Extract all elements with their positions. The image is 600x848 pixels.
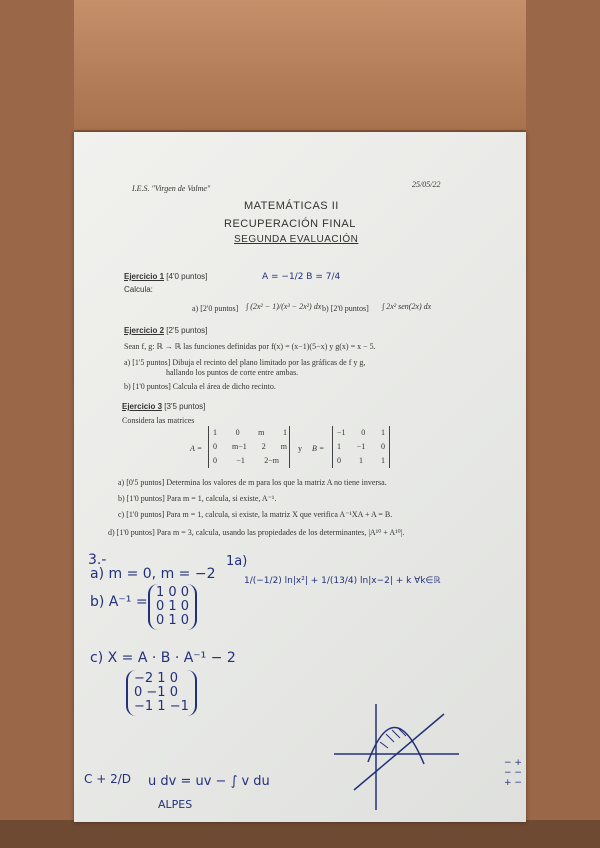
background-right (526, 0, 600, 848)
exam-paper (74, 132, 526, 822)
ex1-a-expr: ∫ (2x² − 1)/(x³ − 2x²) dx (246, 302, 322, 311)
ex2-a: a) [1'5 puntos] Dibuja el recinto del plano limitado por las gráficas de f y g, (124, 358, 366, 367)
ex3-d: d) [1'0 puntos] Para m = 3, calcula, usando las propiedades de los determinantes, |A¹⁰ + A¹⁰|. (108, 528, 405, 537)
ex1-a-label: a) [2'0 puntos] (192, 304, 239, 313)
ex1-b-label: b) [2'0 puntos] (322, 304, 369, 313)
hand-1a-expr: 1/(−1/2) ln|x²| + 1/(13/4) ln|x−2| + k ∀k∈ℝ (244, 576, 441, 586)
hand-3b-lhs: b) A⁻¹ = (90, 594, 148, 610)
matrix-a-label: A = (190, 444, 203, 453)
hand-graph-sketch (324, 702, 464, 812)
hand-3a: a) m = 0, m = −2 (90, 566, 216, 582)
title-exam: RECUPERACIÓN FINAL (224, 218, 356, 230)
ex1-handnote: A = −1/2 B = 7/4 (262, 272, 341, 282)
graph-hatching (380, 728, 406, 748)
hand-bottom-2: u dv = uv − ∫ v du (148, 774, 270, 789)
school-name: I.E.S. "Virgen de Valme" (132, 184, 211, 193)
ex2-intro: Sean f, g: ℝ → ℝ las funciones definidas por f(x) = (x−1)(5−x) y g(x) = x − 5. (124, 342, 376, 351)
hand-signs: − + − − + − (504, 758, 522, 788)
ex1-calcula: Calcula: (124, 285, 153, 294)
background-top (0, 0, 600, 130)
matrix-connector: y (298, 444, 302, 453)
ex3-a: a) [0'5 puntos] Determina los valores de m para los que la matriz A no tiene inversa. (118, 478, 387, 487)
ex3-b: b) [1'0 puntos] Para m = 1, calcula, si existe, A⁻¹. (118, 494, 277, 503)
ex2-b: b) [1'0 puntos] Calcula el área de dicho recinto. (124, 382, 276, 391)
ex1-heading: Ejercicio 1 [4'0 puntos] (124, 272, 208, 281)
hand-3c: c) X = A · B · A⁻¹ − 2 (90, 650, 236, 666)
ex3-heading: Ejercicio 3 [3'5 puntos] (122, 402, 206, 411)
ex3-c: c) [1'0 puntos] Para m = 1, calcula, si existe, la matriz X que verifica A⁻¹XA + A = B. (118, 510, 393, 519)
matrix-b-label: B = (312, 444, 325, 453)
hand-bottom-1: C + 2/D (84, 772, 131, 786)
matrix-b: −1 0 1 1 −1 0 0 1 1 (332, 426, 390, 468)
background-left (0, 0, 74, 848)
title-evaluation: SEGUNDA EVALUACIÓN (234, 234, 359, 245)
title-subject: MATEMÁTICAS II (244, 200, 339, 212)
ex2-heading: Ejercicio 2 [2'5 puntos] (124, 326, 208, 335)
matrix-a: 1 0 m 1 0 m−1 2 m 0 −1 2−m (208, 426, 290, 468)
hand-bottom-3: ALPES (158, 798, 193, 811)
hand-3c-matrix: −2 1 0 0 −1 0 −1 1 −1 (126, 670, 197, 716)
hand-3b-matrix: 1 0 0 0 1 0 0 1 0 (148, 584, 197, 630)
ex3-intro: Considera las matrices (122, 416, 195, 425)
background-bottom (0, 820, 600, 848)
hand-1a: 1a) (226, 554, 248, 569)
exam-date: 25/05/22 (412, 180, 441, 189)
hand-3: 3.- (88, 552, 107, 568)
ex2-a2: hallando los puntos de corte entre ambas. (166, 368, 299, 377)
ex1-b-expr: ∫ 2x² sen(2x) dx (382, 302, 432, 311)
graph-line (354, 714, 444, 790)
